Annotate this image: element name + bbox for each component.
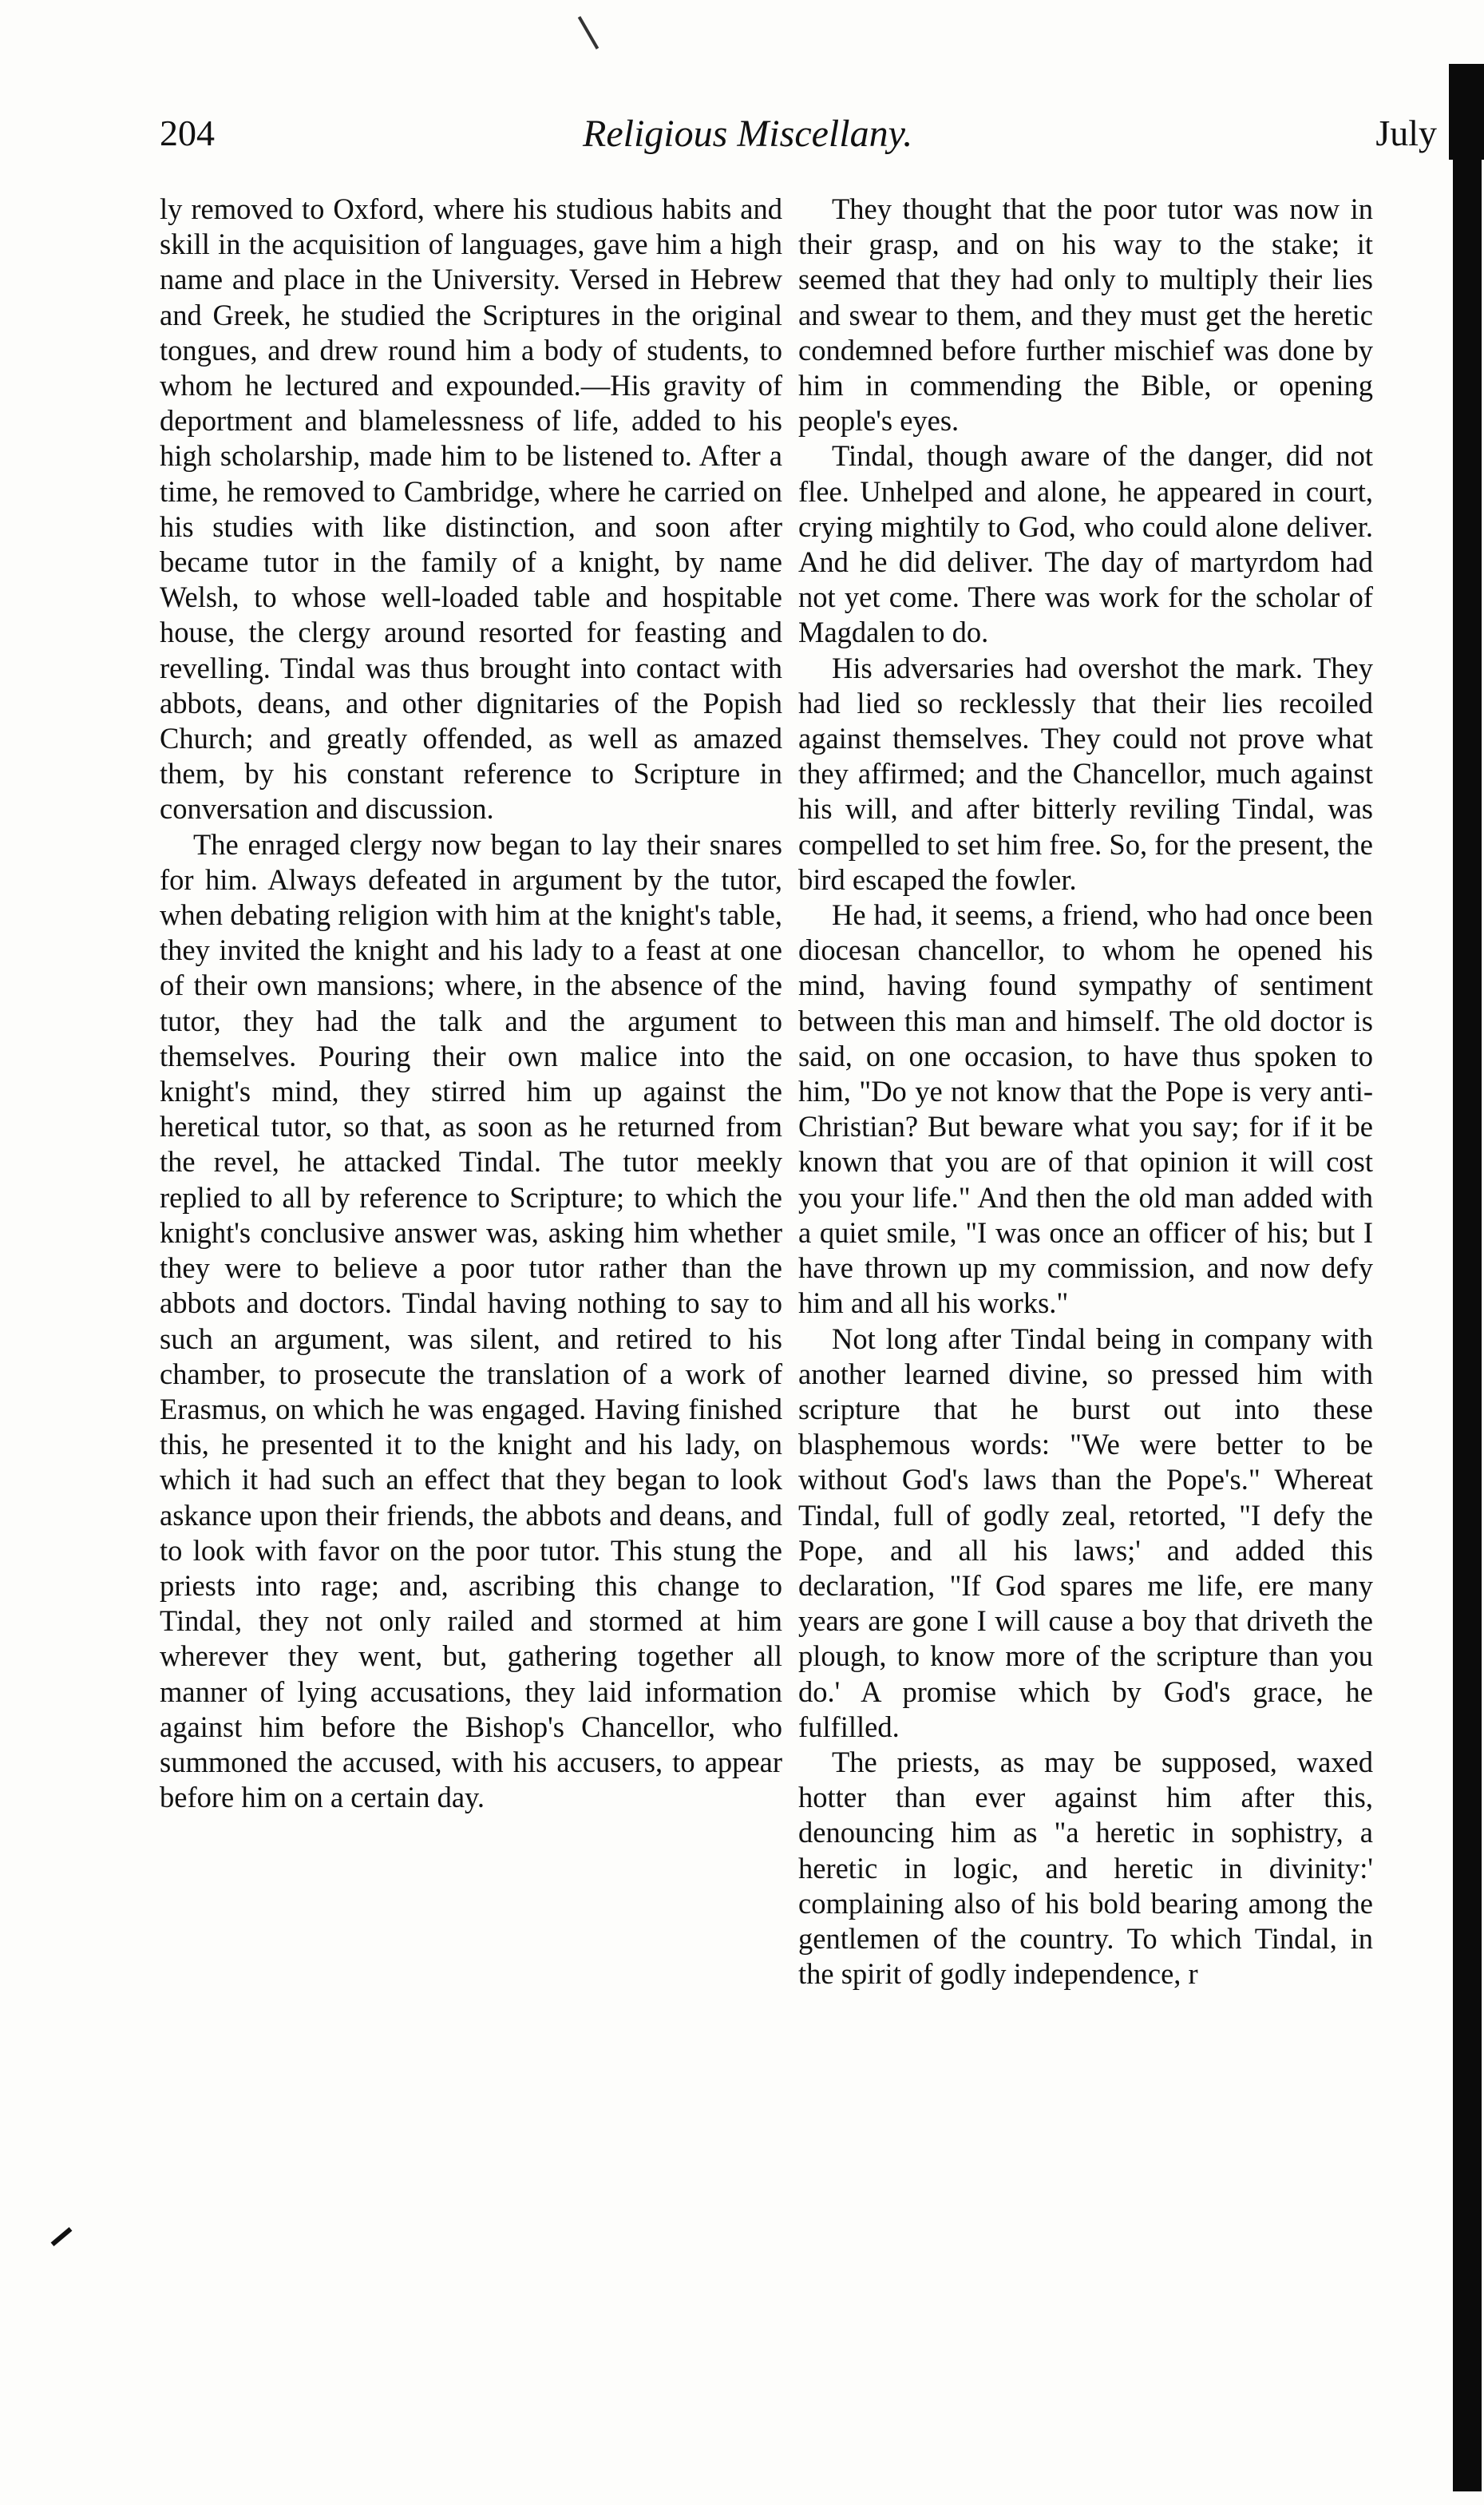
running-month: July bbox=[1375, 113, 1437, 153]
margin-pencil-mark bbox=[51, 2227, 73, 2246]
right-column bbox=[798, 192, 1373, 1992]
paragraph: Not long after Tindal being in company with another learned divine, so pressed him with scripture that he burst out into these blasphemous words: "We were better to be without God's laws than the Pope's." Whereat Tindal, full of godly zeal, retorted, "I defy the Pope, and all his laws;' and added this declaration, "If God spares me life, ere many years are gone I will cause a boy that driveth the plough, to know more of the scripture than you do.' A promise which by God's grace, he fulfilled. bbox=[798, 1322, 1373, 1743]
left-column bbox=[160, 192, 782, 1815]
page-header bbox=[160, 112, 1437, 168]
paragraph: They thought that the poor tutor was now in their grasp, and on his way to the stake; it seemed that they had only to multiply their lies and swear to them, and they must get the heretic condemned before further mischief was done by him in commending the Bible, or opening people's eyes. bbox=[798, 192, 1373, 438]
paragraph: ly removed to Oxford, where his studious habits and skill in the acquisition of languages, gave him a high name and place in the University. Versed in Hebrew and Greek, he studied the Scriptures in the original tongues, and drew round him a body of students, to whom he lectured and expounded.—His gravity of deportment and blamelessness of life, added to his high scholarship, made him to be listened to. After a time, he removed to Cambridge, where he carried on his studies with like distinction, and soon after became tutor in the family of a knight, by name Welsh, to whose well-loaded table and hospitable house, the clergy around resorted for feasting and revelling. Tindal was thus brought into contact with abbots, deans, and other dignitaries of the Popish Church; and greatly offended, as well as amazed them, by his constant reference to Scripture in conversation and discussion. bbox=[160, 192, 782, 826]
paragraph: His adversaries had overshot the mark. They had lied so recklessly that their lies recoiled against themselves. They could not prove what they affirmed; and the Chancellor, much against his will, and after bitterly reviling Tindal, was compelled to set him free. So, for the present, the bird escaped the fowler. bbox=[798, 651, 1373, 896]
binding-shadow-edge bbox=[1453, 64, 1482, 2491]
running-title: Religious Miscellany. bbox=[583, 113, 913, 155]
paragraph: Tindal, though aware of the danger, did not flee. Unhelped and alone, he appeared in court, crying mightily to God, who could alone deliver. And he did deliver. The day of martyrdom had not yet come. There was work for the scholar of Magdalen to do. bbox=[798, 439, 1373, 649]
stray-tick-mark bbox=[578, 16, 599, 50]
paragraph: He had, it seems, a friend, who had once been diocesan chancellor, to whom he opened his mind, having found sympathy of sentiment between this man and himself. The old doctor is said, on one occasion, to have thus spoken to him, "Do ye not know that the Pope is very anti-Christian? But beware what you say; for if it be known that you are of that opinion it will cost you your life." And then the old man added with a quiet smile, "I was once an officer of his; but I have thrown up my commission, and now defy him and all his works." bbox=[798, 898, 1373, 1320]
paragraph: The priests, as may be supposed, waxed hotter than ever against him after this, denouncing him as "a heretic in sophistry, a heretic in logic, and heretic in divinity:' complaining also of his bold bearing among the gentlemen of the country. To which Tindal, in the spirit of godly independence, r bbox=[798, 1745, 1373, 1991]
page-number: 204 bbox=[160, 113, 215, 153]
paragraph: The enraged clergy now began to lay their snares for him. Always defeated in argument by the tutor, when debating religion with him at the knight's table, they invited the knight and his lady to a feast at one of their own mansions; where, in the absence of the tutor, they had the talk and the argument to themselves. Pouring their own malice into the knight's mind, they stirred him up against the heretical tutor, so that, as soon as he returned from the revel, he attacked Tindal. The tutor meekly replied to all by reference to Scripture; to which the knight's conclusive answer was, asking him whether they were to believe a poor tutor rather than the abbots and doctors. Tindal having nothing to say to such an argument, was silent, and retired to his chamber, to prosecute the translation of a work of Erasmus, on which he was engaged. Having finished this, he presented it to the knight and his lady, on which it had such an effect that they began to look askance upon their friends, the abbots and deans, and to look with favor on the poor tutor. This stung the priests into rage; and, ascribing this change to Tindal, they not only railed and stormed at him wherever they went, but, gathering together all manner of lying accusations, they laid information against him before the Bishop's Chancellor, who summoned the accused, with his accusers, to appear before him on a certain day. bbox=[160, 827, 782, 1814]
